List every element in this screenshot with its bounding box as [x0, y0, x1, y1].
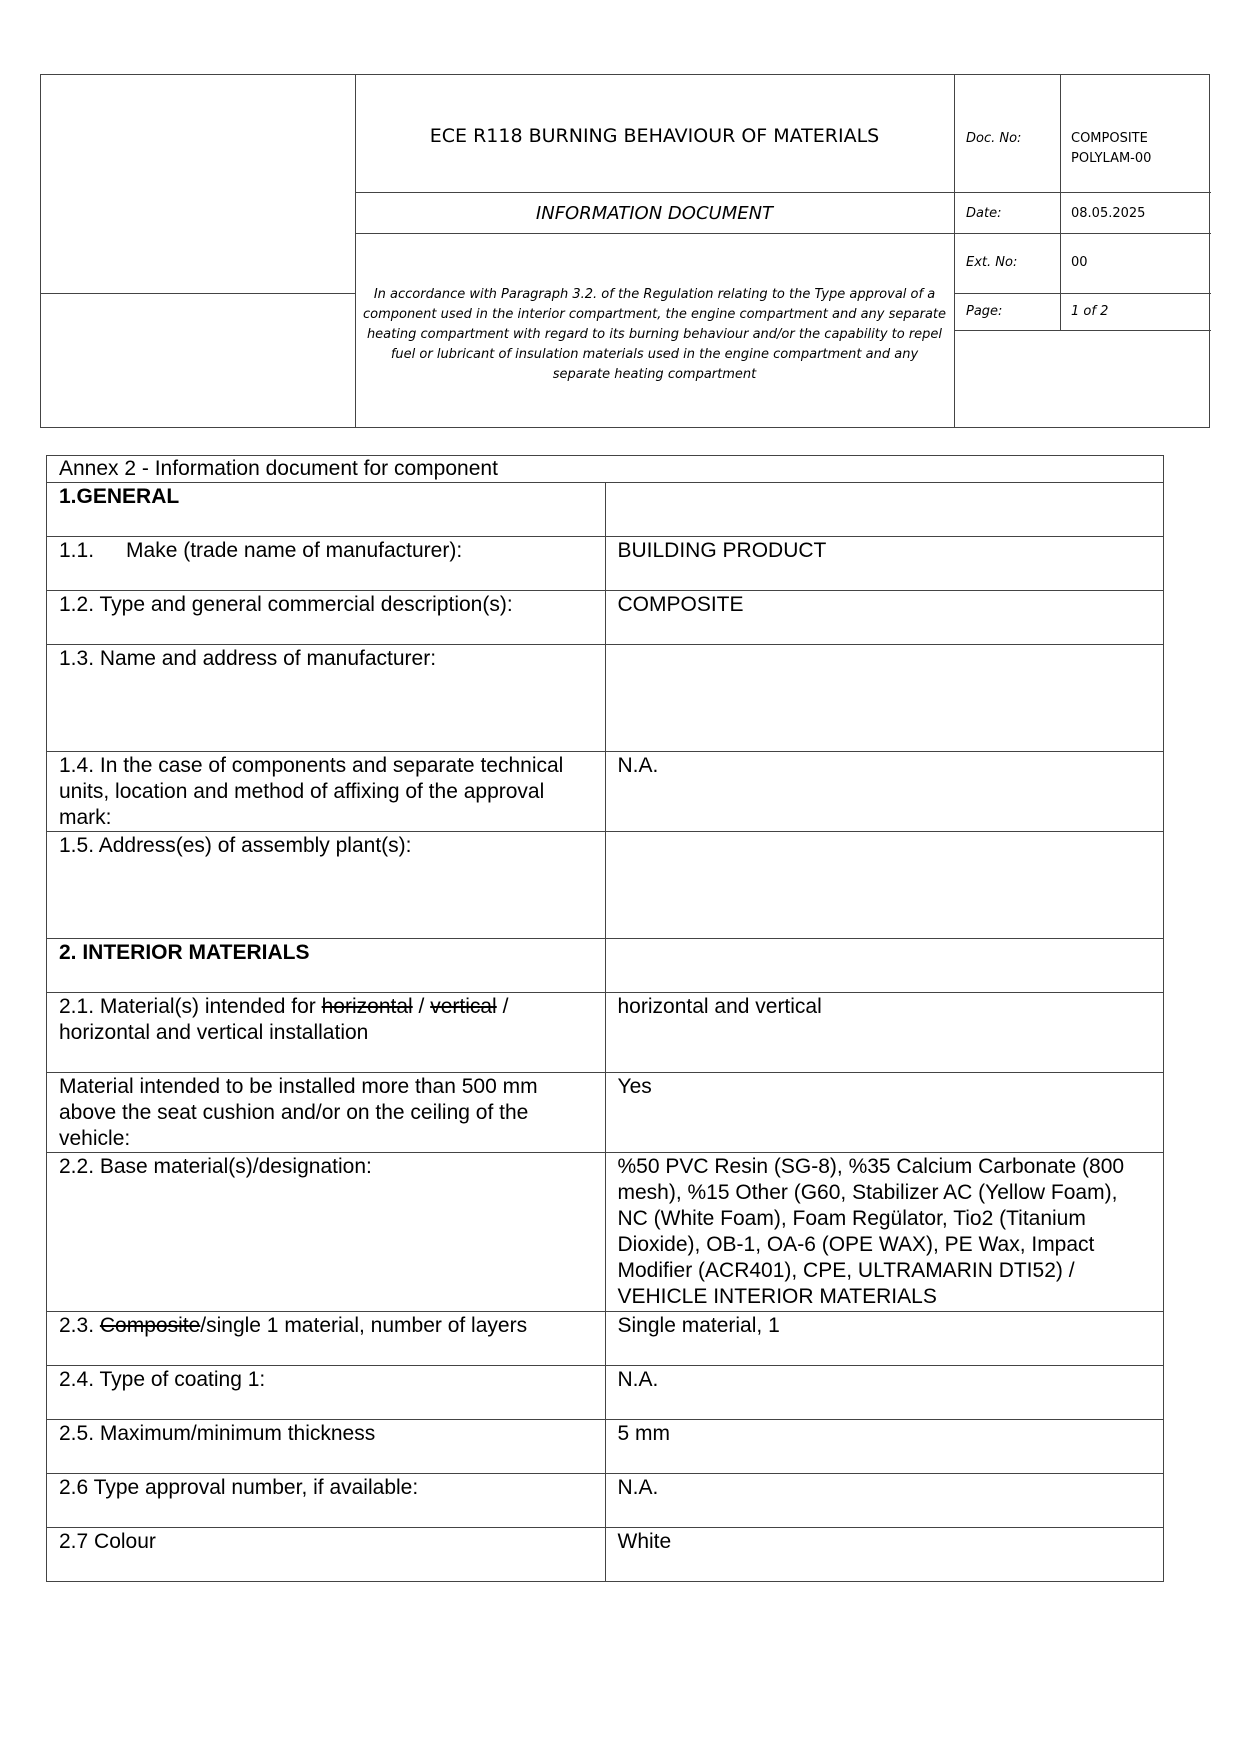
- row-label: [47, 993, 606, 1073]
- row-value: [605, 645, 1164, 752]
- section-heading-text: 2. INTERIOR MATERIALS: [59, 941, 310, 964]
- table-row: [47, 456, 1164, 483]
- section-heading-text: 1.GENERAL: [59, 485, 180, 508]
- row-label-text: / horizontal and vertical installation: [59, 995, 509, 1044]
- struck-text: horizontal: [321, 995, 413, 1018]
- section-heading-interior: [47, 939, 606, 993]
- table-cell: [605, 939, 1164, 993]
- regulation-paragraph: In accordance with Paragraph 3.2. of the Regulation relating to the Type approval of a component used in the interior compartment, the engine compartment and any separate heating compartment with regard to its burning behaviour and/or the capability to repel fuel or lubricant of insulation materials used in the engine compartment and any separate heating compartment: [362, 287, 947, 382]
- information-table: [46, 455, 1164, 1582]
- row-value: White: [605, 1528, 1164, 1582]
- struck-text: Composite: [99, 1314, 201, 1337]
- struck-text: vertical: [430, 995, 497, 1018]
- header-divider: [954, 233, 1211, 234]
- table-row: [47, 483, 1164, 537]
- document-subtitle: INFORMATION DOCUMENT: [535, 203, 774, 224]
- ext-no-label: Ext. No:: [966, 255, 1018, 270]
- table-row: [47, 1528, 1164, 1582]
- header-divider: [954, 192, 1211, 193]
- row-value: COMPOSITE: [605, 591, 1164, 645]
- row-label: 1.3. Name and address of manufacturer:: [47, 645, 606, 752]
- header-divider: [954, 293, 1211, 294]
- row-label: [47, 537, 606, 591]
- row-value: BUILDING PRODUCT: [605, 537, 1164, 591]
- table-row: [47, 939, 1164, 993]
- header-divider: [954, 330, 1211, 331]
- doc-no-line: POLYLAM-00: [1071, 151, 1152, 166]
- table-row: [47, 645, 1164, 752]
- row-value: 5 mm: [605, 1420, 1164, 1474]
- row-value: horizontal and vertical: [605, 993, 1164, 1073]
- row-label-text: 2.1. Material(s) intended for: [59, 995, 322, 1018]
- header-divider: [355, 233, 954, 234]
- logo-area-lower: [41, 293, 355, 429]
- row-value: N.A.: [605, 1474, 1164, 1528]
- table-row: [47, 537, 1164, 591]
- row-number: 1.1.: [59, 539, 95, 562]
- header-divider: [355, 192, 954, 193]
- row-label: 2.2. Base material(s)/designation:: [47, 1153, 606, 1312]
- row-value: Single material, 1: [605, 1312, 1164, 1366]
- doc-no-label: Doc. No:: [966, 131, 1022, 146]
- date-label: Date:: [966, 206, 1002, 221]
- table-row: [47, 1153, 1164, 1312]
- row-label: 1.4. In the case of components and separate technical units, location and method of affixing of the approval mark:: [47, 752, 606, 832]
- row-label: 2.7 Colour: [47, 1528, 606, 1582]
- row-label: [47, 1312, 606, 1366]
- row-label: Material intended to be installed more than 500 mm above the seat cushion and/or on the ceiling of the vehicle:: [47, 1073, 606, 1153]
- table-row: [47, 1420, 1164, 1474]
- table-row: [47, 591, 1164, 645]
- row-label-text: 2.3.: [59, 1314, 100, 1337]
- row-value: Yes: [605, 1073, 1164, 1153]
- document-title: ECE R118 BURNING BEHAVIOUR OF MATERIALS: [429, 125, 880, 147]
- page-label: Page:: [966, 304, 1003, 319]
- doc-no-value: [1071, 129, 1151, 169]
- row-label: 1.2. Type and general commercial description(s):: [47, 591, 606, 645]
- header-divider: [954, 75, 955, 427]
- row-label: 2.5. Maximum/minimum thickness: [47, 1420, 606, 1474]
- row-label: 1.5. Address(es) of assembly plant(s):: [47, 832, 606, 939]
- annex-title: Annex 2 - Information document for component: [47, 456, 1164, 483]
- table-cell: [605, 483, 1164, 537]
- row-label: 2.4. Type of coating 1:: [47, 1366, 606, 1420]
- table-row: [47, 752, 1164, 832]
- page-value: 1 of 2: [1071, 304, 1109, 319]
- row-value: [605, 832, 1164, 939]
- section-heading-general: [47, 483, 606, 537]
- table-row: [47, 1366, 1164, 1420]
- logo-area: [41, 75, 355, 293]
- row-value: N.A.: [605, 752, 1164, 832]
- row-label: 2.6 Type approval number, if available:: [47, 1474, 606, 1528]
- header-divider: [1060, 75, 1061, 330]
- ext-no-value: 00: [1071, 255, 1088, 270]
- row-label-text: /single 1 material, number of layers: [200, 1314, 528, 1337]
- table-row: [47, 1474, 1164, 1528]
- document-header: [40, 74, 1210, 428]
- row-label-text: /: [412, 995, 431, 1018]
- date-value: 08.05.2025: [1071, 206, 1146, 221]
- doc-no-line: COMPOSITE: [1071, 131, 1148, 146]
- table-row: [47, 993, 1164, 1073]
- row-value: %50 PVC Resin (SG-8), %35 Calcium Carbonate (800 mesh), %15 Other (G60, Stabilizer AC (Yellow Foam), NC (White Foam), Foam Regülator, Tio2 (Titanium Dioxide), OB-1, OA-6 (OPE WAX), PE Wax, Impact Modifier (ACR401), CPE, ULTRAMARIN DTI52) / VEHICLE INTERIOR MATERIALS: [605, 1153, 1164, 1312]
- row-value: N.A.: [605, 1366, 1164, 1420]
- table-row: [47, 1073, 1164, 1153]
- table-row: [47, 1312, 1164, 1366]
- row-label-text: Make (trade name of manufacturer):: [126, 539, 463, 562]
- table-row: [47, 832, 1164, 939]
